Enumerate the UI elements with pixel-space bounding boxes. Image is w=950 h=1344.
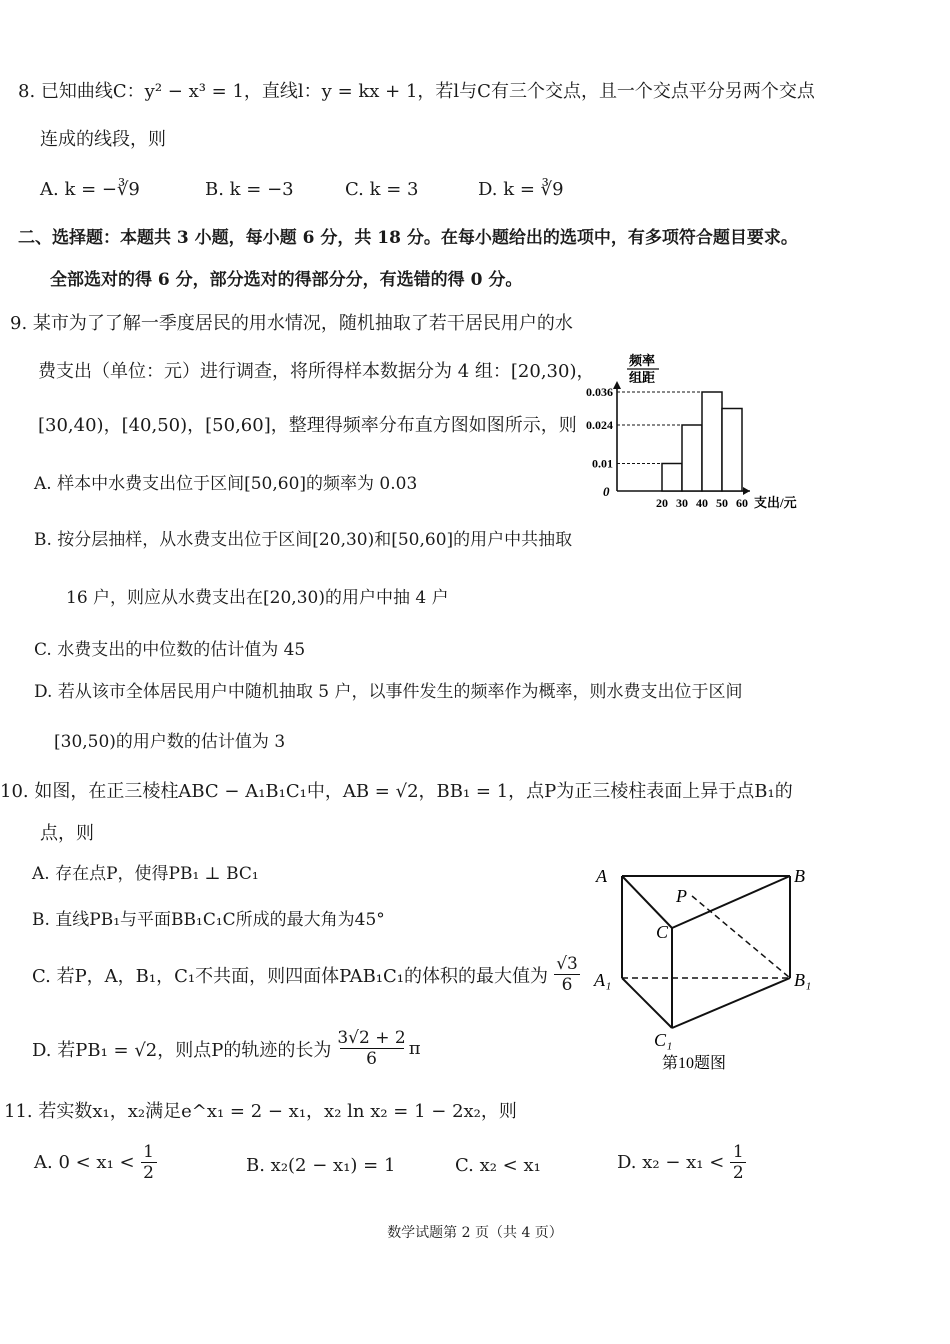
q10-option-b: B. 直线PB₁与平面BB₁C₁C所成的最大角为45° — [32, 910, 385, 930]
q9-option-b-line1: B. 按分层抽样，从水费支出位于区间[20,30)和[50,60]的用户中共抽取 — [34, 530, 573, 550]
vertex-label-C: C — [656, 922, 669, 942]
fraction-numerator: 1 — [732, 1142, 744, 1162]
q8-option-d: D. k = ∛9 — [478, 179, 564, 200]
q9-stem-line3: [30,40)，[40,50)，[50,60]，整理得频率分布直方图如图所示，则 — [38, 415, 577, 436]
edge-AC — [622, 876, 672, 928]
q9-option-b-line2: 16 户，则应从水费支出在[20,30)的用户中抽 4 户 — [66, 588, 449, 608]
x-axis-arrow — [743, 487, 750, 495]
edge-C1B1 — [672, 978, 790, 1028]
q9-option-d-line2: [30,50)的用户数的估计值为 3 — [54, 732, 286, 752]
fraction-denominator: 6 — [340, 1048, 404, 1069]
x-tick-label: 30 — [676, 496, 688, 510]
q11-option-d-fraction — [730, 1142, 746, 1183]
q11-option-a — [34, 1142, 157, 1183]
vertex-label-C1: C₁ — [654, 1030, 673, 1050]
q10-option-c-text: C. 若P，A，B₁，C₁不共面，则四面体PAB₁C₁的体积的最大值为 — [32, 965, 549, 987]
fraction-numerator: √3 — [556, 954, 578, 974]
q8-option-a: A. k = −∛9 — [40, 179, 140, 200]
q9-option-a: A. 样本中水费支出位于区间[50,60]的频率为 0.03 — [34, 474, 418, 494]
origin-label: 0 — [603, 484, 610, 499]
edge-A1C1 — [622, 978, 672, 1028]
prism-figure — [590, 858, 830, 1088]
q10-option-c-fraction — [554, 954, 580, 995]
fraction-numerator: 3√2 + 2 — [337, 1028, 406, 1048]
y-label-bottom: 组距 — [629, 370, 656, 385]
vertex-label-A: A — [596, 866, 607, 886]
q11-option-a-text: A. 0 < x₁ < — [34, 1152, 135, 1173]
point-label-P: P — [676, 886, 687, 906]
q10-option-a: A. 存在点P，使得PB₁ ⊥ BC₁ — [32, 864, 259, 884]
q9-option-d-line1: D. 若从该市全体居民用户中随机抽取 5 户，以事件发生的频率作为概率，则水费支出位于区间 — [34, 682, 743, 702]
fraction-denominator: 6 — [554, 974, 580, 995]
q8-stem-line1: 8. 已知曲线C：y² − x³ = 1，直线l：y = kx + 1，若l与C有三个交点，且一个交点平分另两个交点 — [18, 81, 815, 102]
q10-option-c — [32, 954, 580, 995]
q11-option-c: C. x₂ < x₁ — [455, 1155, 541, 1176]
vertex-label-A1: A₁ — [594, 970, 612, 990]
segment-PB1-hidden — [692, 896, 790, 978]
q10-option-d-fraction — [337, 1028, 405, 1069]
figure-caption: 第10题图 — [662, 1055, 727, 1072]
q10-option-d — [32, 1028, 421, 1069]
section2-header-line1: 二、选择题：本题共 3 小题，每小题 6 分，共 18 分。在每小题给出的选项中，有多项符合题目要求。 — [18, 228, 798, 248]
q9-option-c: C. 水费支出的中位数的估计值为 45 — [34, 640, 306, 660]
q11-option-a-fraction — [141, 1142, 157, 1183]
y-tick-label: 0.036 — [586, 385, 613, 399]
pi-symbol: π — [408, 1038, 421, 1059]
q9-stem-line1: 9. 某市为了了解一季度居民的用水情况，随机抽取了若干居民用户的水 — [10, 313, 573, 334]
q9-stem-line2: 费支出（单位：元）进行调查，将所得样本数据分为 4 组：[20,30)， — [38, 361, 595, 382]
y-label-top: 频率 — [629, 353, 656, 368]
page-footer: 数学试题第 2 页（共 4 页） — [387, 1225, 563, 1241]
q8-stem-line2: 连成的线段，则 — [40, 129, 166, 150]
q10-stem-line1: 10. 如图，在正三棱柱ABC − A₁B₁C₁中，AB = √2，BB₁ = 1，点P为正三棱柱表面上异于点B₁的 — [0, 781, 793, 802]
x-axis-label: 支出/元 — [754, 495, 797, 510]
y-tick-label: 0.024 — [586, 418, 613, 432]
fraction-numerator: 1 — [143, 1142, 154, 1162]
y-tick-label: 0.01 — [592, 456, 613, 471]
x-tick-label: 50 — [716, 496, 728, 510]
q10-stem-line2: 点，则 — [40, 823, 94, 844]
y-axis-arrow — [613, 381, 621, 389]
x-tick-label: 60 — [736, 496, 748, 510]
edge-CB — [672, 876, 790, 928]
histogram-bar — [662, 464, 682, 492]
frequency-histogram — [572, 345, 832, 515]
q11-stem: 11. 若实数x₁，x₂满足e^x₁ = 2 − x₁，x₂ ln x₂ = 1 − 2x₂，则 — [4, 1101, 517, 1122]
section2-header-line2: 全部选对的得 6 分，部分选对的得部分分，有选错的得 0 分。 — [50, 270, 523, 290]
vertex-label-B: B — [794, 866, 805, 886]
q11-option-b: B. x₂(2 − x₁) = 1 — [246, 1155, 396, 1176]
q8-option-c: C. k = 3 — [345, 179, 419, 200]
q8-option-b: B. k = −3 — [205, 179, 294, 200]
q11-option-d-text: D. x₂ − x₁ < — [617, 1152, 725, 1173]
x-tick-label: 40 — [696, 496, 708, 510]
histogram-bar — [682, 425, 702, 491]
histogram-bar — [722, 409, 742, 492]
q11-option-d — [617, 1142, 746, 1183]
fraction-denominator: 2 — [141, 1162, 157, 1183]
fraction-denominator: 2 — [730, 1162, 746, 1183]
x-tick-label: 20 — [656, 496, 668, 510]
vertex-label-B1: B₁ — [794, 970, 812, 990]
histogram-bar — [702, 392, 722, 491]
q10-option-d-text: D. 若PB₁ = √2，则点P的轨迹的长为 — [32, 1039, 332, 1061]
